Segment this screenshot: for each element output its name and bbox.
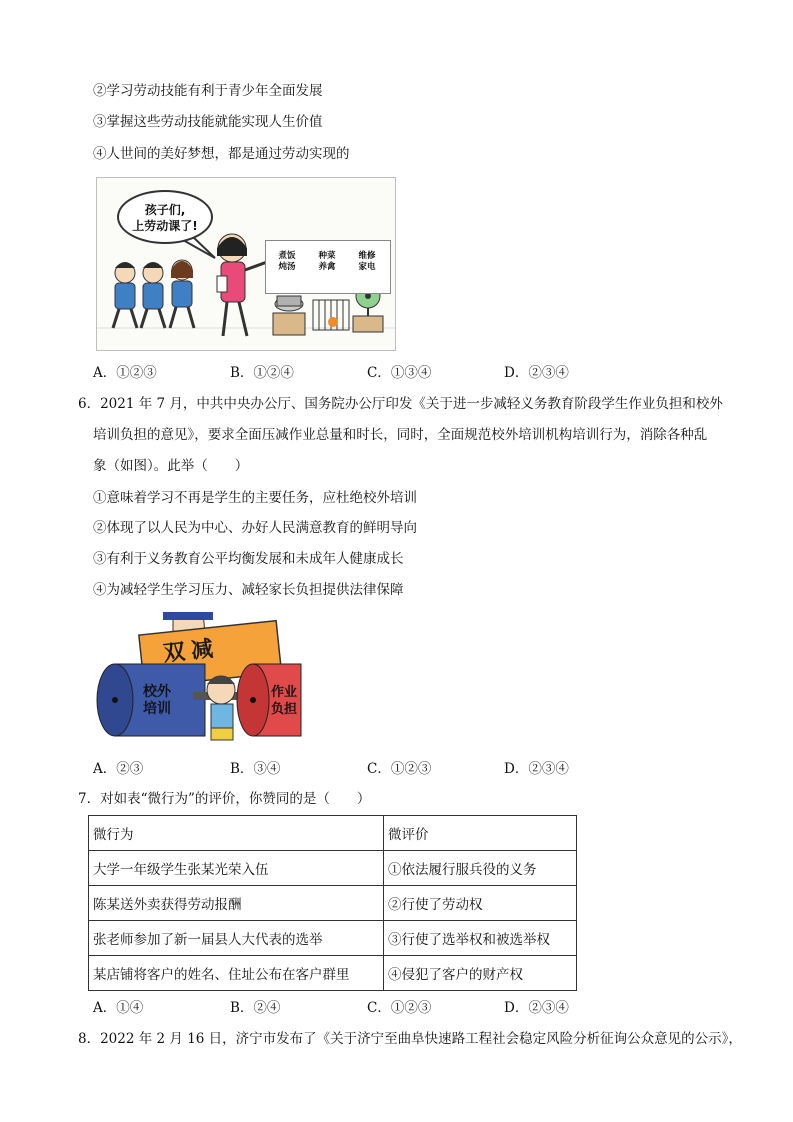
homework-label xyxy=(271,684,297,718)
q6-options xyxy=(93,760,613,778)
q6-statement-2: ②体现了以人民为中心、办好人民满意教育的鲜明导向 xyxy=(93,520,417,536)
chicken-cage xyxy=(313,300,349,330)
q5-statement-3: ③掌握这些劳动技能就能实现人生价值 xyxy=(93,114,323,130)
q6-option-a[interactable]: A．②③ xyxy=(93,761,144,777)
student-figure-3 xyxy=(170,260,194,328)
double-reduction-cartoon xyxy=(93,612,309,745)
table-header-evaluation: 微评价 xyxy=(384,816,577,851)
table-row xyxy=(89,956,577,991)
table-row xyxy=(89,886,577,921)
q5-statement-4: ④人世间的美好梦想，都是通过劳动实现的 xyxy=(93,146,350,162)
board-repair xyxy=(352,251,382,273)
q7-option-c[interactable]: C．①②③ xyxy=(367,1000,432,1016)
table-cell-behavior: 陈某送外卖获得劳动报酬 xyxy=(89,886,384,921)
q5-option-c[interactable]: C．①③④ xyxy=(367,365,432,381)
micro-behavior-table xyxy=(88,815,577,991)
bubble-line-2: 上劳动课了! xyxy=(132,219,198,233)
extracurricular-label-1: 校外 xyxy=(143,684,171,700)
table-header-row xyxy=(89,816,577,851)
board-repair-2: 家电 xyxy=(358,262,376,272)
board-cooking-2: 炖汤 xyxy=(278,262,296,272)
stove-with-pot xyxy=(273,296,305,335)
homework-label-1: 作业 xyxy=(271,685,298,700)
q6-stem-line-1: 6．2021 年 7 月，中共中央办公厅、国务院办公厅印发《关于进一步减轻义务教育阶段学生作业负担和校外 xyxy=(78,396,723,412)
table-row xyxy=(89,921,577,956)
board-farming-2: 养禽 xyxy=(318,262,336,272)
q6-option-c[interactable]: C．①②③ xyxy=(367,761,432,777)
table-cell-behavior: 大学一年级学生张某光荣入伍 xyxy=(89,851,384,886)
q7-options xyxy=(93,999,613,1017)
labor-class-cartoon xyxy=(96,177,396,351)
board-farming xyxy=(312,251,342,273)
q8-stem-line-1: 8．2022 年 2 月 16 日，济宁市发布了《关于济宁至曲阜快速路工程社会稳定风险分析征询公众意见的公示》， xyxy=(78,1031,742,1047)
q5-statement-2: ②学习劳动技能有利于青少年全面发展 xyxy=(93,83,323,99)
q6-option-b[interactable]: B．③④ xyxy=(230,761,281,777)
teacher-figure xyxy=(217,234,267,336)
extracurricular-label xyxy=(143,684,171,718)
child-figure xyxy=(207,676,235,740)
table-row xyxy=(89,851,577,886)
q7-stem: 7．对如表“微行为”的评价，你赞同的是（ ） xyxy=(78,791,371,807)
table-cell-behavior: 张老师参加了新一届县人大代表的选举 xyxy=(89,921,384,956)
table-header-behavior: 微行为 xyxy=(89,816,384,851)
q6-statement-3: ③有利于义务教育公平均衡发展和未成年人健康成长 xyxy=(93,551,404,567)
q6-statement-4: ④为减轻学生学习压力、减轻家长负担提供法律保障 xyxy=(93,582,404,598)
homework-label-2: 负担 xyxy=(271,702,298,717)
q6-stem-line-3: 象（如图）。此举（ ） xyxy=(93,458,249,474)
table-cell-evaluation: ④侵犯了客户的财产权 xyxy=(384,956,577,991)
table-cell-evaluation: ②行使了劳动权 xyxy=(384,886,577,921)
table-cell-behavior: 某店铺将客户的姓名、住址公布在客户群里 xyxy=(89,956,384,991)
q5-options xyxy=(93,364,613,382)
bubble-line-1: 孩子们, xyxy=(144,203,186,217)
double-reduction-label: 双减 xyxy=(162,636,221,667)
board-cooking-1: 煮饭 xyxy=(278,251,296,261)
q6-statement-1: ①意味着学习不再是学生的主要任务，应杜绝校外培训 xyxy=(93,490,417,506)
q6-stem-line-2: 培训负担的意见》，要求全面压减作业总量和时长，同时，全面规范校外培训机构培训行为，消除各种乱 xyxy=(93,427,708,443)
extracurricular-label-2: 培训 xyxy=(143,701,171,717)
q5-option-a[interactable]: A．①②③ xyxy=(93,365,157,381)
board-farming-1: 种菜 xyxy=(318,251,336,261)
board-repair-1: 维修 xyxy=(358,251,376,261)
speech-bubble xyxy=(117,190,213,244)
q7-option-d[interactable]: D．②③④ xyxy=(504,1000,569,1016)
task-board xyxy=(265,240,391,294)
q6-option-d[interactable]: D．②③④ xyxy=(504,761,569,777)
student-figure-1 xyxy=(113,262,137,328)
table-cell-evaluation: ③行使了选举权和被选举权 xyxy=(384,921,577,956)
q7-option-a[interactable]: A．①④ xyxy=(93,1000,144,1016)
q5-option-d[interactable]: D．②③④ xyxy=(504,365,569,381)
board-cooking xyxy=(272,251,302,273)
table-cell-evaluation: ①依法履行服兵役的义务 xyxy=(384,851,577,886)
q7-option-b[interactable]: B．②④ xyxy=(230,1000,281,1016)
student-figure-2 xyxy=(141,262,165,328)
q5-option-b[interactable]: B．①②④ xyxy=(230,365,294,381)
